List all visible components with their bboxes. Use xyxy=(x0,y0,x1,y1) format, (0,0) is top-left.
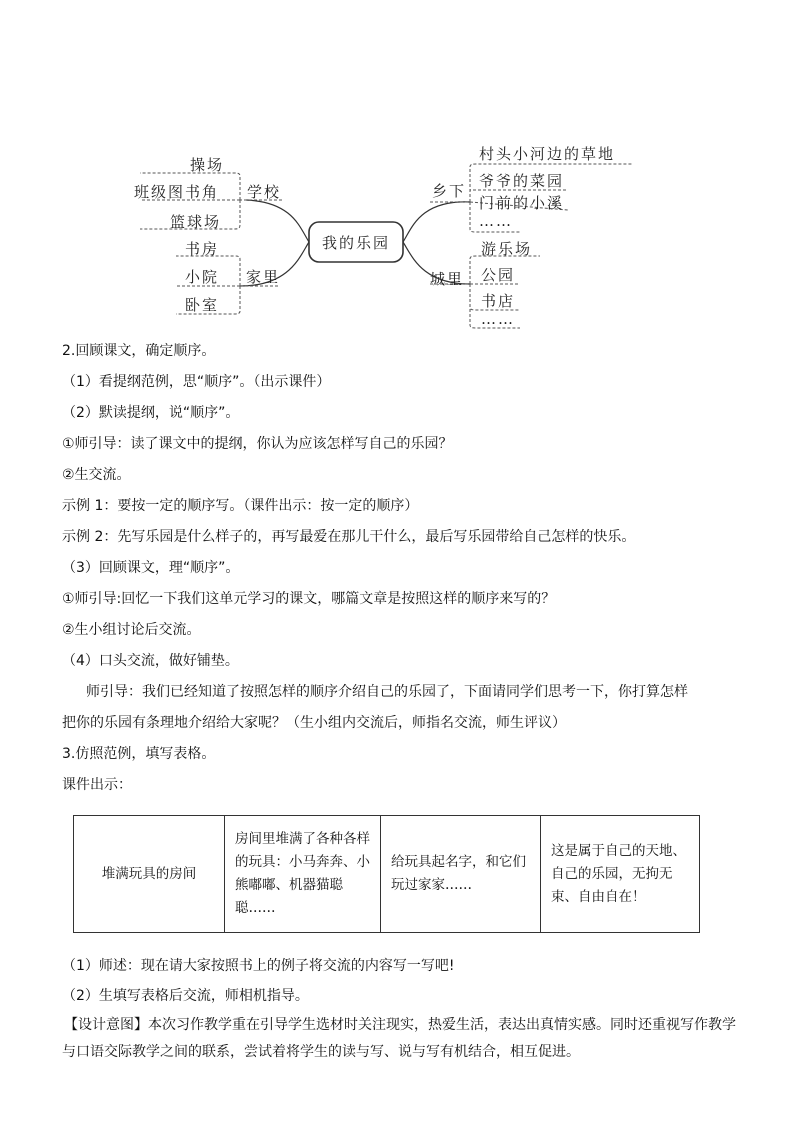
school-item: 篮球场 xyxy=(170,213,222,231)
home-item: 小院 xyxy=(185,268,220,286)
paragraph: ②生交流。 xyxy=(62,467,131,483)
paragraph: （2）默读提纲，说“顺序”。 xyxy=(62,405,240,421)
paragraph: （2）生填写表格后交流，师相机指导。 xyxy=(62,988,309,1004)
school-item: 班级图书角 xyxy=(134,183,220,201)
mind-map-center: 我的乐园 xyxy=(322,234,391,252)
village-item: 村头小河边的草地 xyxy=(479,145,616,163)
paragraph: ①师引导:回忆一下我们这单元学习的课文，哪篇文章是按照这样的顺序来写的？ xyxy=(62,591,556,607)
paragraph: ①师引导：读了课文中的提纲，你认为应该怎样写自己的乐园？ xyxy=(62,436,453,452)
design-note-text: 本次习作教学重在引导学生选材时关注现实，热爱生活，表达出真情实感。同时还重视写作教学与口语交际教学之间的联系，尝试着将学生的读与写、说与写有机结合，相互促进。 xyxy=(62,1017,736,1060)
table-cell: 这是属于自己的天地、自己的乐园，无拘无束、自由自在！ xyxy=(541,816,700,933)
home-item: 书房 xyxy=(185,240,220,258)
table-cell: 堆满玩具的房间 xyxy=(74,816,225,933)
city-item: 游乐场 xyxy=(481,240,533,258)
paragraph: （4）口头交流，做好铺垫。 xyxy=(62,653,239,669)
table-cell: 房间里堆满了各种各样的玩具：小马奔奔、小熊嘟嘟、机器猫聪聪…… xyxy=(225,816,381,933)
city-item: …… xyxy=(481,310,515,328)
city-item: 公园 xyxy=(481,266,516,284)
step-heading: 2.回顾课文，确定顺序。 xyxy=(62,343,216,359)
branch-village: 乡下 xyxy=(432,182,467,200)
paragraph: ②生小组讨论后交流。 xyxy=(62,622,201,638)
paragraph: 课件出示： xyxy=(62,777,132,793)
city-item: 书店 xyxy=(481,292,516,310)
table-cell: 给玩具起名字，和它们玩过家家…… xyxy=(381,816,541,933)
table-row xyxy=(74,816,700,933)
village-item: …… xyxy=(479,212,513,230)
example-table xyxy=(73,815,700,933)
village-item: 门前的小溪 xyxy=(479,194,565,212)
step-heading: 3.仿照范例，填写表格。 xyxy=(62,746,216,762)
branch-home: 家里 xyxy=(246,268,281,286)
paragraph: 把你的乐园有条理地介绍给大家呢？（生小组内交流后，师指名交流，师生评议） xyxy=(62,715,566,731)
paragraph: 示例 1：要按一定的顺序写。（课件出示：按一定的顺序） xyxy=(62,498,419,514)
design-note-label: 【设计意图】 xyxy=(64,1017,148,1033)
paragraph: 示例 2：先写乐园是什么样子的，再写最爱在那儿干什么，最后写乐园带给自己怎样的快乐。 xyxy=(62,529,636,545)
branch-school: 学校 xyxy=(247,183,282,201)
paragraph: 师引导：我们已经知道了按照怎样的顺序介绍自己的乐园了，下面请同学们思考一下，你打算怎样 xyxy=(86,684,688,700)
paragraph: （1）师述：现在请大家按照书上的例子将交流的内容写一写吧! xyxy=(62,958,455,974)
design-note xyxy=(62,1012,738,1066)
paragraph: （1）看提纲范例，思“顺序”。（出示课件） xyxy=(62,374,331,390)
mind-map-lines xyxy=(0,0,794,340)
school-item: 操场 xyxy=(190,156,225,174)
branch-city: 城里 xyxy=(430,270,465,288)
village-item: 爷爷的菜园 xyxy=(479,172,565,190)
paragraph: （3）回顾课文，理“顺序”。 xyxy=(62,560,240,576)
home-item: 卧室 xyxy=(185,296,220,314)
